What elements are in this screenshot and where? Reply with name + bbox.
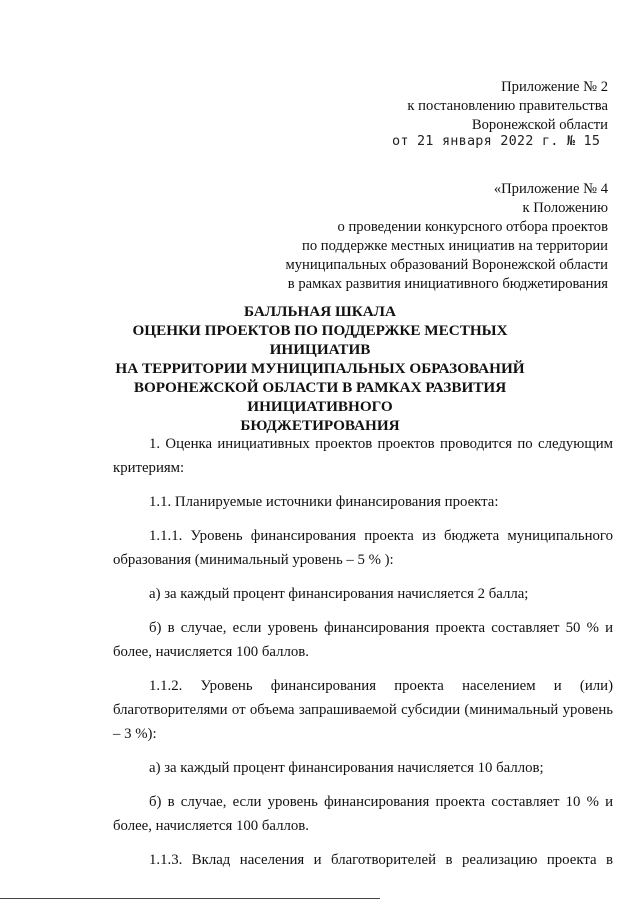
paragraph: а) за каждый процент финансирования начисляется 10 баллов;: [149, 760, 544, 776]
appendix-4-line: «Приложение № 4: [493, 181, 608, 197]
title-line: ИНИЦИАТИВНОГО: [247, 398, 393, 415]
document-title: [90, 302, 550, 435]
appendix-2-header: [407, 78, 608, 135]
paragraph: б) в случае, если уровень финансирования проекта составляет 10 % и более, начисляется 100 баллов.: [113, 794, 613, 834]
registration-stamp: от 21 января 2022 г. № 15: [392, 133, 601, 149]
paragraph: а) за каждый процент финансирования начисляется 2 балла;: [149, 586, 529, 602]
title-line: НА ТЕРРИТОРИИ МУНИЦИПАЛЬНЫХ ОБРАЗОВАНИЙ: [115, 360, 525, 377]
page-bottom-rule: [0, 898, 380, 899]
paragraph: б) в случае, если уровень финансирования проекта составляет 50 % и более, начисляется 100 баллов.: [113, 620, 613, 660]
appendix-4-line: в рамках развития инициативного бюджетирования: [287, 276, 608, 292]
appendix-4-line: о проведении конкурсного отбора проектов: [337, 219, 608, 235]
title-line: БАЛЛЬНАЯ ШКАЛА: [244, 303, 396, 320]
paragraph: 1.1.1. Уровень финансирования проекта из бюджета муниципального образования (минимальный уровень – 5 % ):: [113, 528, 613, 568]
appendix-4-header: [285, 180, 608, 294]
appendix-4-line: по поддержке местных инициатив на территории: [302, 238, 608, 254]
title-line: ОЦЕНКИ ПРОЕКТОВ ПО ПОДДЕРЖКЕ МЕСТНЫХ ИНИЦИАТИВ: [132, 322, 508, 358]
appendix-2-line: к постановлению правительства: [407, 98, 608, 114]
paragraph: 1.1. Планируемые источники финансирования проекта:: [149, 494, 499, 510]
paragraph: 1.1.2. Уровень финансирования проекта населением и (или) благотворителями от объема запрашиваемой субсидии (минимальный уровень – 3 %):: [113, 678, 613, 742]
paragraph: 1.1.3. Вклад населения и благотворителей в реализацию проекта в: [149, 852, 613, 868]
title-line: ВОРОНЕЖСКОЙ ОБЛАСТИ В РАМКАХ РАЗВИТИЯ: [133, 379, 507, 396]
appendix-4-line: муниципальных образований Воронежской области: [285, 257, 608, 273]
document-body: [113, 432, 613, 882]
appendix-2-line: Приложение № 2: [501, 79, 608, 95]
title-line: БЮДЖЕТИРОВАНИЯ: [240, 417, 400, 434]
appendix-2-line: Воронежской области: [471, 117, 608, 133]
paragraph: 1. Оценка инициативных проектов проектов проводится по следующим критериям:: [113, 436, 613, 476]
appendix-4-line: к Положению: [522, 200, 608, 216]
